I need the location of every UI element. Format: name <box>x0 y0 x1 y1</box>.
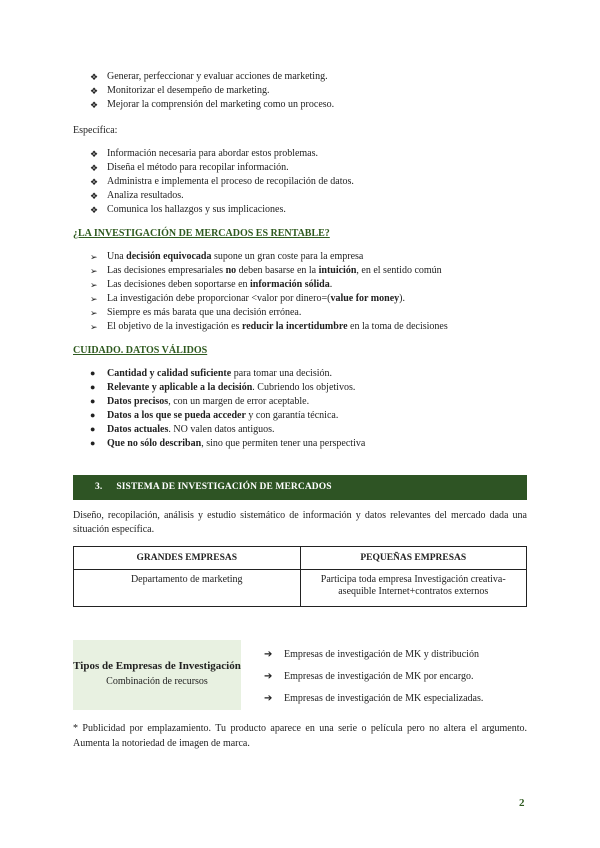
list-item: ➢ El objetivo de la investigación es reducir la incertidumbre en la toma de decisiones <box>90 321 448 332</box>
list-item: ➔ Empresas de investigación de MK especializadas. <box>264 688 483 710</box>
right-arrow-icon: ➔ <box>264 649 273 660</box>
list-item: ➢ Siempre es más barata que una decisión errónea. <box>90 307 302 318</box>
table-header-cell: GRANDES EMPRESAS <box>74 547 301 570</box>
dot-bullet-icon: ● <box>90 382 96 392</box>
list-item: ● Que no sólo describan, sino que permiten tener una perspectiva <box>90 438 366 449</box>
list-item: ● Datos a los que se pueda acceder y con garantía técnica. <box>90 410 339 421</box>
diamond-bullet-icon: ❖ <box>90 100 99 110</box>
list-item: ● Cantidad y calidad suficiente para tomar una decisión. <box>90 368 332 379</box>
list-item: ➢ Las decisiones empresariales no deben basarse en la intuición, en el sentido común <box>90 265 442 276</box>
heading-rentable: ¿LA INVESTIGACIÓN DE MERCADOS ES RENTABLE? <box>73 228 330 239</box>
right-arrow-icon: ➔ <box>264 671 273 682</box>
list-item: ➢ Las decisiones deben soportarse en información sólida. <box>90 279 333 290</box>
company-types-box <box>73 640 241 710</box>
table-row <box>74 570 527 607</box>
table-header-cell: PEQUEÑAS EMPRESAS <box>300 547 527 570</box>
heading-cuidado: CUIDADO. DATOS VÁLIDOS <box>73 345 208 356</box>
table-cell: Departamento de marketing <box>74 570 301 607</box>
page-number: 2 <box>519 797 525 809</box>
diamond-bullet-icon: ❖ <box>90 163 99 173</box>
table-cell: Participa toda empresa Investigación creativa-asequible Internet+contratos externos <box>300 570 527 607</box>
dot-bullet-icon: ● <box>90 410 96 420</box>
list-item: ❖ Analiza resultados. <box>90 190 184 201</box>
arrow-bullet-icon: ➢ <box>90 294 98 304</box>
arrow-bullet-icon: ➢ <box>90 266 98 276</box>
list-item: ❖ Administra e implementa el proceso de recopilación de datos. <box>90 176 354 187</box>
arrow-bullet-icon: ➢ <box>90 322 98 332</box>
list-item: ➢ La investigación debe proporcionar <valor por dinero=(value for money). <box>90 293 405 304</box>
list-item: ❖ Diseña el método para recopilar información. <box>90 162 289 173</box>
list-item: ➢ Una decisión equivocada supone un gran coste para la empresa <box>90 251 364 262</box>
right-arrow-icon: ➔ <box>264 693 273 704</box>
dot-bullet-icon: ● <box>90 424 96 434</box>
list-item: ❖ Mejorar la comprensión del marketing como un proceso. <box>90 99 335 110</box>
list-item: ❖ Información necesaria para abordar estos problemas. <box>90 148 319 159</box>
section-intro: Diseño, recopilación, análisis y estudio sistemático de información y datos relevantes del mercado dada una situación específica. <box>73 510 527 535</box>
dot-bullet-icon: ● <box>90 396 96 406</box>
box-title: Tipos de Empresas de Investigación <box>73 660 241 672</box>
section-title: SISTEMA DE INVESTIGACIÓN DE MERCADOS <box>116 482 332 492</box>
diamond-bullet-icon: ❖ <box>90 177 99 187</box>
arrow-bullet-icon: ➢ <box>90 252 98 262</box>
footnote: * Publicidad por emplazamiento. Tu producto aparece en una serie o película pero no altera el argumento. Aumenta la notoriedad de imagen de marca. <box>73 723 527 749</box>
rentable-list <box>90 250 448 334</box>
list-item: ❖ Comunica los hallazgos y sus implicaciones. <box>90 204 286 215</box>
arrow-bullet-icon: ➢ <box>90 280 98 290</box>
companies-table <box>73 546 527 607</box>
marketing-goals-list <box>90 70 334 112</box>
specific-tasks-list <box>90 147 354 217</box>
list-item: ● Datos actuales. NO valen datos antiguos. <box>90 424 275 435</box>
company-types-list <box>264 644 483 710</box>
list-item: ● Datos precisos, con un margen de error aceptable. <box>90 396 310 407</box>
list-item: ● Relevante y aplicable a la decisión. Cubriendo los objetivos. <box>90 382 356 393</box>
list-item: ➔ Empresas de investigación de MK por encargo. <box>264 666 483 688</box>
dot-bullet-icon: ● <box>90 438 96 448</box>
list-item: ❖ Generar, perfeccionar y evaluar acciones de marketing. <box>90 71 328 82</box>
diamond-bullet-icon: ❖ <box>90 86 99 96</box>
section-number: 3. <box>95 482 103 492</box>
diamond-bullet-icon: ❖ <box>90 191 99 201</box>
valid-data-list <box>90 367 365 451</box>
box-subtitle: Combinación de recursos <box>106 676 208 687</box>
section-header <box>73 475 527 500</box>
arrow-bullet-icon: ➢ <box>90 308 98 318</box>
especifica-label: Específica: <box>73 125 118 136</box>
list-item: ➔ Empresas de investigación de MK y distribución <box>264 644 483 666</box>
table-header-row <box>74 547 527 570</box>
diamond-bullet-icon: ❖ <box>90 205 99 215</box>
diamond-bullet-icon: ❖ <box>90 72 99 82</box>
dot-bullet-icon: ● <box>90 368 96 378</box>
list-item: ❖ Monitorizar el desempeño de marketing. <box>90 85 270 96</box>
diamond-bullet-icon: ❖ <box>90 149 99 159</box>
